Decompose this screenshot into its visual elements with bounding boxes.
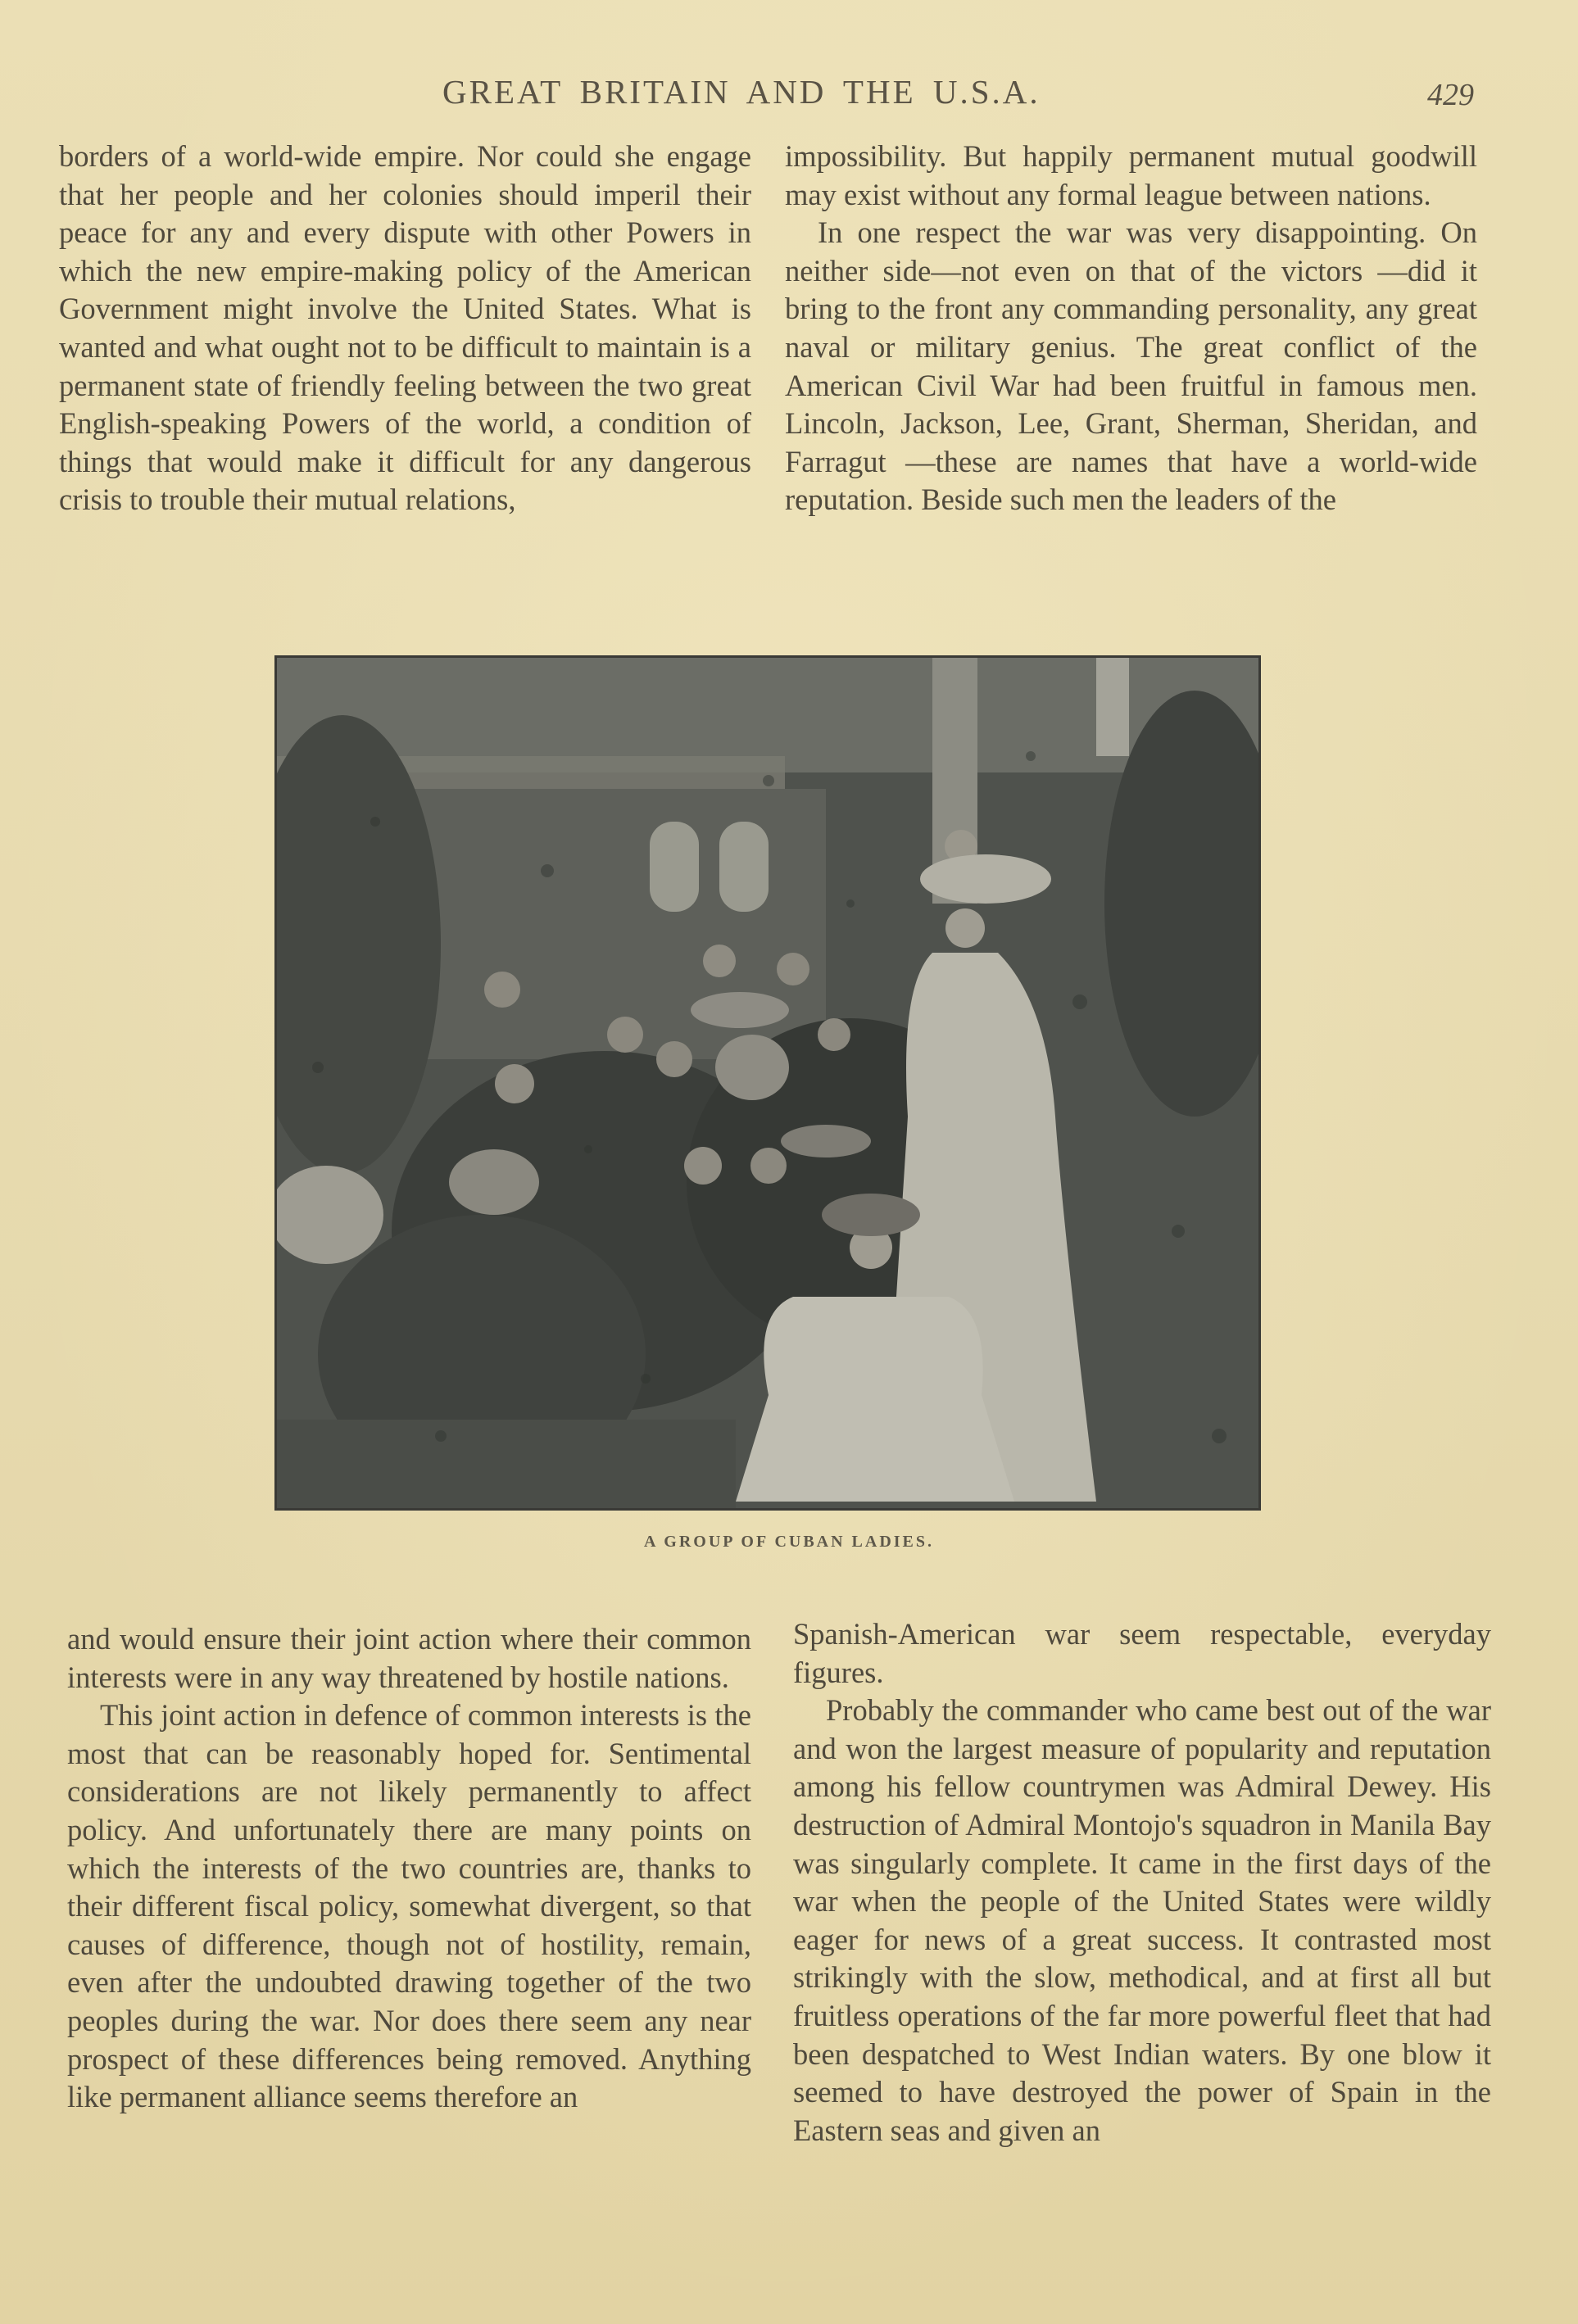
paragraph: borders of a world-wide empire. Nor could she engage that her people and her colonies should imperil their peace for any and every dispute with other Powers in which the new empire-making policy of the American Government might involve the United States. What is wanted and what ought not to be difficult to maintain is a permanent state of friendly feeling between the two great English-speaking Powers of the world, a condition of things that would make it difficult for any dangerous crisis to trouble their mutual relations, [59, 139, 751, 517]
photograph-image [277, 658, 1258, 1508]
running-title: GREAT BRITAIN AND THE U.S.A. [442, 73, 1041, 111]
paragraph: Probably the commander who came best out of the war and won the largest measure of popularity and reputation among his fellow countrymen was Admiral Dewey. His destruction of Admiral Montojo's squadron in Manila Bay was singularly complete. It came in the first days of the war when the people of the United States were wildly eager for news of a great success. It contrasted most strikingly with the slow, methodical, and at first all but fruitless operations of the far more powerful fleet that had been despatched to West Indian waters. By one blow it seemed to have destroyed the power of Spain in the Eastern seas and given an [793, 1693, 1491, 2147]
paragraph: This joint action in defence of common interests is the most that can be reasonably hoped for. Sentimental considerations are not likely permanently to affect policy. And unfortunately there are many points on which the interests of the two countries are, thanks to their different fiscal policy, somewhat divergent, so that causes of difference, though not of hostility, remain, even after the undoubted drawing together of the two peoples during the war. Nor does there seem any near prospect of these differences being removed. Anything like permanent alliance seems therefore an [67, 1698, 751, 2114]
column-bottom-right [793, 1615, 1491, 2150]
column-top-left [59, 138, 751, 519]
page-number: 429 [1427, 78, 1474, 112]
paragraph: Spanish-American war seem respectable, everyday figures. [793, 1617, 1491, 1689]
photograph-cuban-ladies [274, 655, 1261, 1511]
running-head [0, 72, 1578, 113]
paragraph: impossibility. But happily permanent mutual goodwill may exist without any formal league between nations. [785, 139, 1477, 211]
column-top-right [785, 138, 1477, 519]
paragraph: In one respect the war was very disappointing. On neither side—not even on that of the victors —did it bring to the front any commanding personality, any great naval or military genius. The great conflict of the American Civil War had been fruitful in famous men. Lincoln, Jackson, Lee, Grant, Sherman, Sheridan, and Farragut —these are names that have a world-wide reputation. Beside such men the leaders of the [785, 215, 1477, 517]
paragraph: and would ensure their joint action where their common interests were in any way threatened by hostile nations. [67, 1622, 751, 1694]
column-bottom-left [67, 1620, 751, 2117]
figure-caption: A GROUP OF CUBAN LADIES. [643, 1533, 935, 1551]
